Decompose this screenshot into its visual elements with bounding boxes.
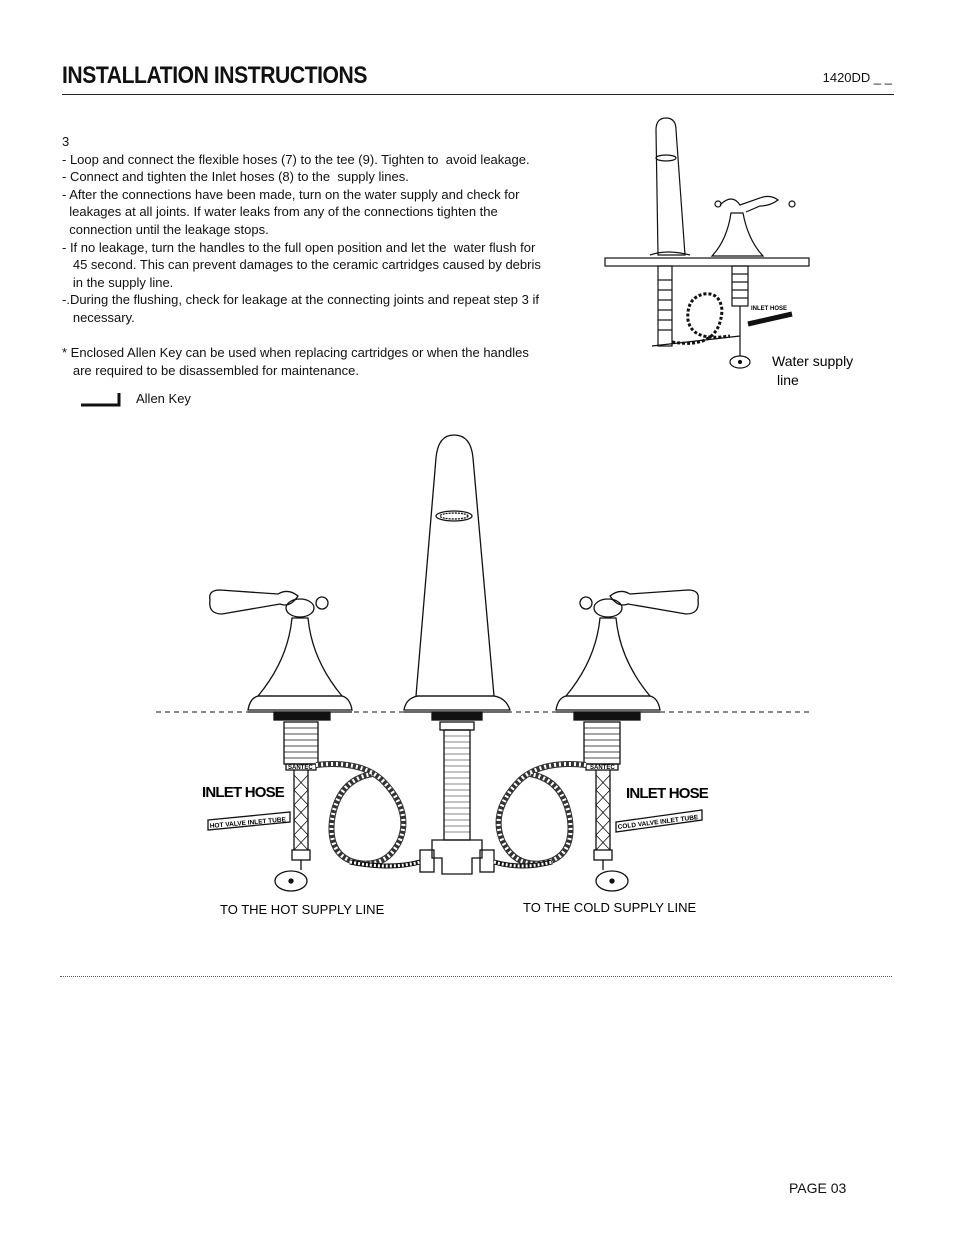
small-inlet-hose-label: INLET HOSE: [751, 306, 788, 312]
step-line: are required to be disassembled for maintenance.: [62, 362, 360, 378]
brand-label-right: SANTEC: [590, 765, 615, 771]
step-line: -.During the flushing, check for leakage at the connecting joints and repeat step 3 if: [62, 292, 539, 308]
step-line: connection until the leakage stops.: [62, 221, 269, 237]
main-faucet-diagram: [150, 430, 815, 930]
section-divider: [60, 976, 892, 977]
small-faucet-diagram: [600, 110, 880, 400]
step-line: - After the connections have been made, turn on the water supply and check for: [62, 186, 520, 202]
step-line: [62, 327, 552, 345]
step-line: leakages at all joints. If water leaks from any of the connections tighten the: [62, 204, 498, 220]
page-number: PAGE 03: [789, 1180, 847, 1196]
allen-key-label: Allen Key: [136, 391, 191, 406]
model-number: 1420DD _ _: [822, 70, 892, 85]
step-line: - Connect and tighten the Inlet hoses (8) to the supply lines.: [62, 169, 409, 185]
cold-valve-tube-label: COLD VALVE INLET TUBE: [617, 814, 699, 831]
page-title: INSTALLATION INSTRUCTIONS: [62, 62, 368, 89]
step-line: - If no leakage, turn the handles to the full open position and let the water flush for: [62, 239, 536, 255]
header-divider: [62, 94, 894, 95]
instruction-steps: [62, 133, 552, 379]
step-number: 3: [62, 134, 70, 149]
cold-supply-label: TO THE COLD SUPPLY LINE: [523, 900, 697, 915]
step-line: - Loop and connect the flexible hoses (7) to the tee (9). Tighten to avoid leakage.: [62, 151, 530, 167]
allen-key-icon: [78, 390, 124, 410]
step-line: * Enclosed Allen Key can be used when replacing cartridges or when the handles: [62, 345, 529, 361]
step-line: 45 second. This can prevent damages to the ceramic cartridges caused by debris: [62, 257, 541, 273]
brand-label-left: SANTEC: [288, 765, 313, 771]
step-line: in the supply line.: [62, 274, 174, 290]
water-supply-label-1: Water supply: [772, 353, 854, 369]
step-line: necessary.: [62, 309, 135, 325]
inlet-hose-label-left: INLET HOSE: [202, 784, 285, 801]
hot-supply-label: TO THE HOT SUPPLY LINE: [220, 902, 385, 917]
inlet-hose-label-right: INLET HOSE: [626, 785, 709, 802]
water-supply-label-2: line: [777, 372, 799, 388]
hot-valve-tube-label: HOT VALVE INLET TUBE: [209, 816, 287, 830]
